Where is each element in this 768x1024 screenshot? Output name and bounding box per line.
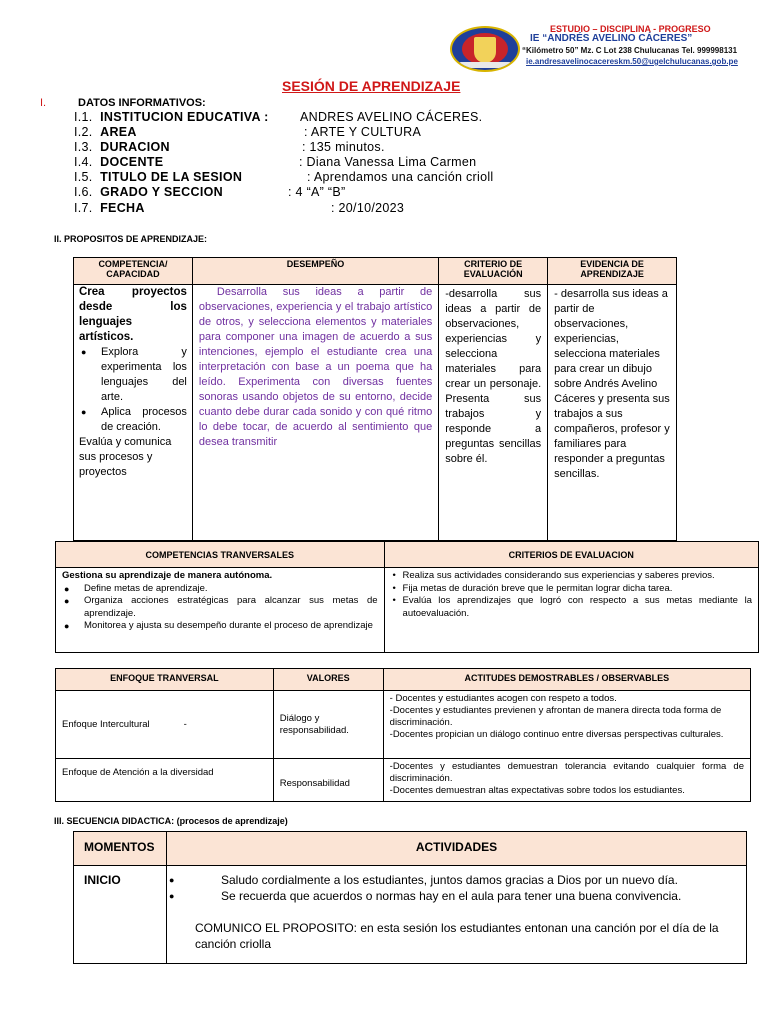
actitudes-cell: - Docentes y estudiantes acogen con respeto a todos. -Docentes y estudiantes previenen y afrontan de manera directa toda forma de discriminación. -Docentes propician un diálogo continuo entre diversas perspectivas culturales. [383, 691, 750, 759]
school-motto: ESTUDIO – DISCIPLINA - PROGRESO [550, 24, 711, 34]
list-item: ● Explora y experimenta los lenguajes del arte. [79, 345, 187, 405]
info-row-area: I.2. AREA [74, 125, 137, 139]
list-item: ● Saludo cordialmente a los estudiantes, juntos damos gracias a Dios por un nuevo día. [167, 872, 736, 888]
page-title: SESIÓN DE APRENDIZAJE [282, 78, 461, 94]
evidencia-cell: - desarrolla sus ideas a partir de observaciones, experiencias, selecciona materiales para crear un dibujo sobre Andrés Avelino Cáceres y presenta sus trabajos a sus compañeros, profesor y familiares para responder a preguntas sencillas. [548, 285, 677, 541]
header-competencia: COMPETENCIA/ CAPACIDAD [74, 258, 193, 285]
school-crest-icon [450, 26, 520, 72]
header-evidencia: EVIDENCIA DE APRENDIZAJE [548, 258, 677, 285]
momento-cell: INICIO [74, 866, 167, 964]
actividades-cell [166, 866, 746, 964]
info-row-titulo: I.5. TITULO DE LA SESION [74, 170, 243, 184]
competencia-transversal-title: Gestiona su aprendizaje de manera autónoma. [62, 570, 273, 581]
criterios-transversal-cell [384, 568, 758, 653]
section-1-number: I. [40, 97, 47, 109]
header-valores: VALORES [273, 669, 383, 691]
list-item: • Realiza sus actividades considerando sus experiencias y saberes previos. [391, 570, 752, 583]
info-value-titulo: : Aprendamos una canción crioll [307, 170, 494, 184]
info-row-institucion: I.1. INSTITUCION EDUCATIVA : [74, 110, 269, 124]
table-row [56, 759, 751, 802]
section-2-heading: II. PROPOSITOS DE APRENDIZAJE: [54, 234, 208, 244]
competencia-title: Crea proyectos desde los lenguajes artísticos. [79, 286, 187, 343]
list-item: ● Monitorea y ajusta su desempeño durante el proceso de aprendizaje [62, 620, 378, 633]
info-value-docente: : Diana Vanessa Lima Carmen [299, 155, 477, 169]
proposito-text: COMUNICO EL PROPOSITO: en esta sesión los estudiantes entonan una canción por el día de la canción criolla [194, 921, 719, 951]
info-value-grado: : 4 “A” “B” [288, 185, 346, 199]
table-row [56, 691, 751, 759]
info-row-docente: I.4. DOCENTE [74, 155, 164, 169]
list-item: ● Aplica procesos de creación. [79, 405, 187, 435]
valores-cell: Responsabilidad [273, 759, 383, 802]
desempeno-cell: Desarrolla sus ideas a partir de observaciones, experiencia y el trabajo artístico de otros, y selecciona elementos y materiales para componer una imagen de acuerdo a sus intenciones, ejemplo el estudiante crea una interpretación con base a un poema que ha leído. Experimenta con diversas fuentes sonoras usando objetos de su entorno, decide cuanto debe durar cada sonido y con qué ritmo lo debe tocar, de acuerdo al sentimiento que desea transmitir [192, 285, 438, 541]
school-email-link[interactable]: ie.andresavelinocacereskm.50@ugelchulucanas.gob.pe [526, 57, 738, 66]
header-criterio: CRITERIO DE EVALUACIÓN [439, 258, 548, 285]
propositos-table [73, 257, 677, 541]
transversales-table [55, 541, 759, 653]
competencia-extra: Evalúa y comunica sus procesos y proyectos [79, 436, 172, 478]
header-enfoque: ENFOQUE TRANVERSAL [56, 669, 274, 691]
info-value-duracion: : 135 minutos. [302, 140, 385, 154]
enfoque-cell: Enfoque de Atención a la diversidad [56, 759, 274, 802]
criterio-cell: -desarrolla sus ideas a partir de observaciones, experiencias y selecciona materiales para crear un personaje. Presenta sus trabajos y responde a preguntas sencillas sobre él. [439, 285, 548, 541]
list-item: • Fija metas de duración breve que le permitan lograr dicha tarea. [391, 583, 752, 596]
info-row-duracion: I.3. DURACION [74, 140, 170, 154]
secuencia-table [73, 831, 747, 964]
list-item: ● Define metas de aprendizaje. [62, 583, 378, 596]
enfoque-cell: Enfoque Intercultural - [56, 691, 274, 759]
info-value-fecha: : 20/10/2023 [331, 201, 405, 215]
list-item: ● Se recuerda que acuerdos o normas hay en el aula para tener una buena convivencia. [167, 888, 736, 904]
valores-cell: Diálogo y responsabilidad. [273, 691, 383, 759]
list-item: ● Organiza acciones estratégicas para alcanzar sus metas de aprendizaje. [62, 595, 378, 620]
enfoques-table [55, 668, 751, 802]
info-row-grado: I.6. GRADO Y SECCION [74, 185, 223, 199]
school-name: IE “ANDRÉS AVELINO CÁCERES” [530, 33, 693, 44]
section-1-heading: DATOS INFORMATIVOS: [78, 97, 206, 109]
info-row-fecha: I.7. FECHA [74, 201, 145, 215]
header-criterios-evaluacion: CRITERIOS DE EVALUACION [384, 542, 758, 568]
header-competencias-transversales: COMPETENCIAS TRANVERSALES [56, 542, 385, 568]
actitudes-cell: -Docentes y estudiantes demuestran tolerancia evitando cualquier forma de discriminación. -Docentes demuestran altas expectativas sobre todos los estudiantes. [383, 759, 750, 802]
list-item: • Evalúa los aprendizajes que logró con respecto a sus metas mediante la autoevaluación. [391, 595, 752, 620]
competencia-cell [74, 285, 193, 541]
header-actitudes: ACTITUDES DEMOSTRABLES / OBSERVABLES [383, 669, 750, 691]
info-value-area: : ARTE Y CULTURA [304, 125, 422, 139]
info-value-institucion: ANDRES AVELINO CÁCERES. [300, 110, 483, 124]
school-address: “Kilómetro 50” Mz. C Lot 238 Chulucanas Tel. 999998131 [522, 46, 738, 55]
section-3-heading: III. SECUENCIA DIDACTICA: (procesos de aprendizaje) [54, 816, 288, 826]
header-actividades: ACTIVIDADES [166, 832, 746, 866]
header-momentos: MOMENTOS [74, 832, 167, 866]
competencia-transversal-cell [56, 568, 385, 653]
header-desempeno: DESEMPEÑO [192, 258, 438, 285]
